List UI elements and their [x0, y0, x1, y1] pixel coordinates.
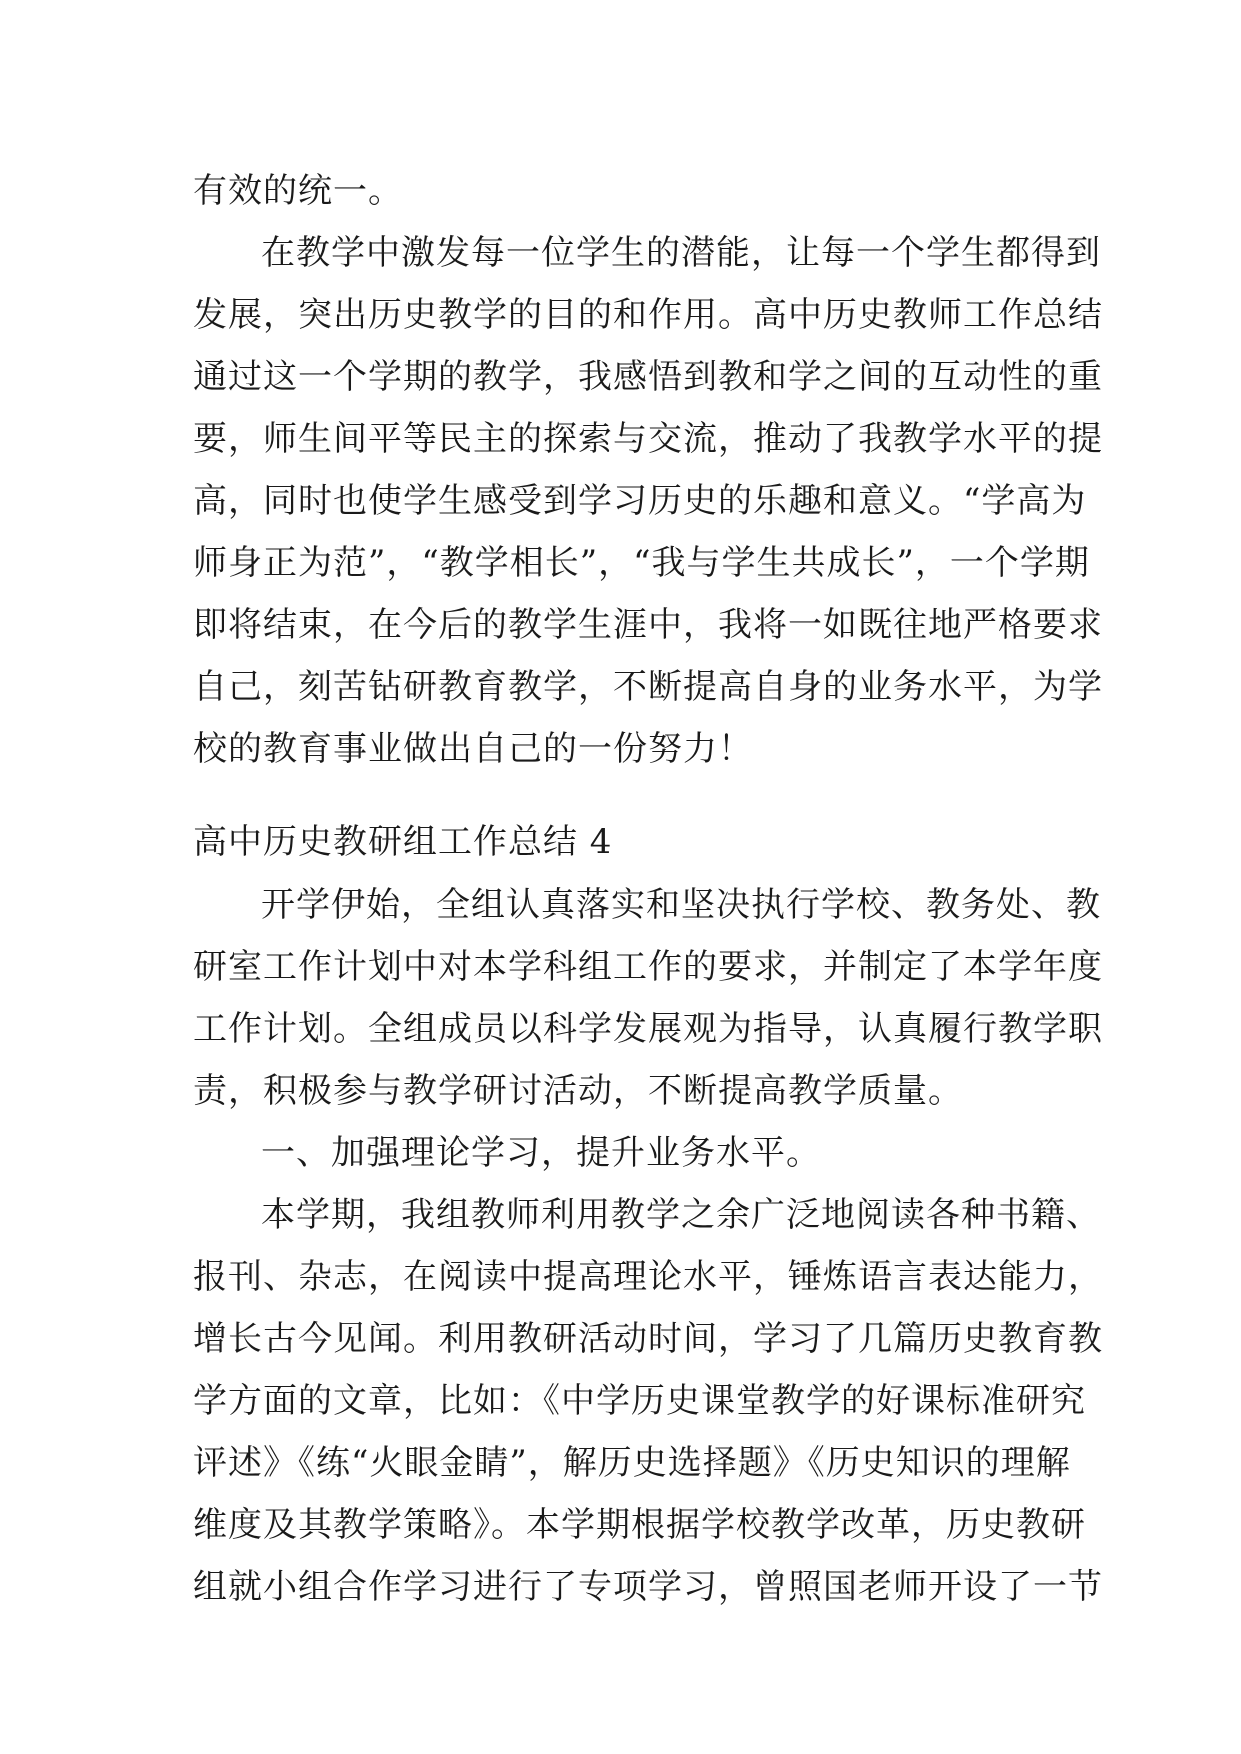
text-line: 学方面的文章，比如：《中学历史课堂教学的好课标准研究: [193, 1381, 1086, 1421]
text-line: 通过这一个学期的教学，我感悟到教和学之间的互动性的重: [193, 357, 1103, 397]
paragraph-theory-study: [193, 1184, 1103, 1618]
text-line: 即将结束，在今后的教学生涯中，我将一如既往地严格要求: [193, 605, 1103, 645]
text-line: 有效的统一。: [193, 171, 403, 211]
text-line: 报刊、杂志，在阅读中提高理论水平，锤炼语言表达能力，: [193, 1257, 1103, 1297]
paragraph-teaching-reflection: [193, 222, 1103, 780]
text-line: 师身正为范”，“教学相长”，“我与学生共成长”，一个学期: [193, 543, 1090, 583]
text-line: 高，同时也使学生感受到学习历史的乐趣和意义。“学高为: [193, 481, 1087, 521]
text-line: 评述》《练“火眼金睛”，解历史选择题》《历史知识的理解: [193, 1443, 1071, 1483]
paragraph-continuation: [193, 160, 1053, 222]
text-line: 本学期，我组教师利用教学之余广泛地阅读各种书籍、: [261, 1195, 1101, 1235]
paragraph-semester-start: [193, 874, 1103, 1122]
text-line: 组就小组合作学习进行了专项学习，曾照国老师开设了一节: [193, 1567, 1103, 1607]
section-title: 高中历史教研组工作总结 4: [193, 822, 613, 862]
subheading: 一、加强理论学习，提升业务水平。: [261, 1133, 821, 1173]
text-line: 发展，突出历史教学的目的和作用。高中历史教师工作总结: [193, 295, 1103, 335]
text-line: 校的教育事业做出自己的一份努力！: [193, 729, 753, 769]
text-line: 要，师生间平等民主的探索与交流，推动了我教学水平的提: [193, 419, 1103, 459]
text-line: 开学伊始，全组认真落实和坚决执行学校、教务处、教: [261, 885, 1101, 925]
text-line: 工作计划。全组成员以科学发展观为指导，认真履行教学职: [193, 1009, 1103, 1049]
text-line: 责，积极参与教学研讨活动，不断提高教学质量。: [193, 1071, 963, 1111]
text-line: 增长古今见闻。利用教研活动时间，学习了几篇历史教育教: [193, 1319, 1103, 1359]
text-line: 在教学中激发每一位学生的潜能，让每一个学生都得到: [261, 233, 1101, 273]
text-line: 研室工作计划中对本学科组工作的要求，并制定了本学年度: [193, 947, 1103, 987]
text-line: 自己，刻苦钻研教育教学，不断提高自身的业务水平，为学: [193, 667, 1103, 707]
text-line: 维度及其教学策略》。本学期根据学校教学改革，历史教研: [193, 1505, 1086, 1545]
document-body: [193, 160, 1103, 1618]
